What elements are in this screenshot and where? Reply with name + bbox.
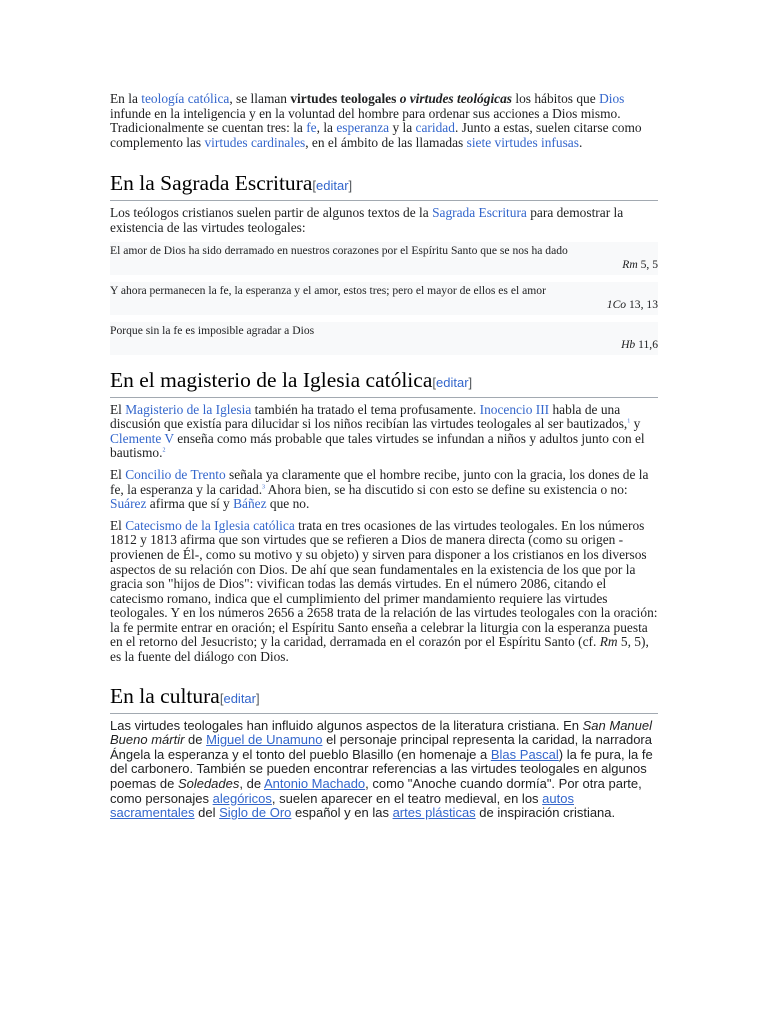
intro-paragraph — [110, 92, 658, 150]
citation-ref: 13, 13 — [626, 297, 658, 311]
text: y — [630, 416, 641, 432]
link-blas-pascal[interactable]: Blas Pascal — [490, 746, 559, 762]
link-dios[interactable]: Dios — [599, 91, 625, 106]
citation-book: Hb — [621, 337, 636, 351]
text: enseña como más probable que tales virtudes se infundan a niños y adultos junto con el bautismo. — [110, 430, 645, 461]
quote-text: Porque sin la fe es imposible agradar a Dios — [110, 323, 315, 337]
text: El — [110, 401, 126, 417]
link-sagrada-escritura[interactable]: Sagrada Escritura — [432, 205, 527, 221]
text: de — [184, 732, 207, 748]
text: también ha tratado el tema profusamente. — [251, 401, 480, 417]
text: el personaje principal representa la caridad, la narradora Ángela la esperanza y el tonto del pueblo Blasillo (en homenaje a — [110, 732, 652, 762]
text: Las virtudes teologales han influido algunos aspectos de la literatura cristiana. En — [110, 717, 583, 733]
reference-link[interactable]: 2 — [162, 447, 166, 454]
text: , suelen aparecer en el teatro medieval, en los — [271, 790, 543, 806]
text: trata en tres ocasiones de las virtudes teologales. En los números 1812 y 1813 afirma que son virtudes que se refieren a Dios de manera directa (como su origen -provienen de Él-, como su motivo y su objeto) y sirven para disponer a los cristianos en los diversos aspectos de su relación con Dios. De ahí que sean fundamentales en la existencia de los que por la gracia son "hijos de Dios": vivifican todas las demás virtudes. En el número 2086, citando el catecismo romano, indica que el cumplimiento del primer mandamiento requiere las virtudes teologales. Y en los números 2656 a 2658 trata de la relación de las virtudes teologales con la oración: la fe permite entrar en oración; el Espíritu Santo enseña a celebrar la liturgia con la esperanza puesta en el retorno del Jesucristo; y la caridad, derramada en el corazón por el Espíritu Santo (cf. — [110, 517, 658, 650]
link-artes-plasticas[interactable]: artes plásticas — [392, 805, 476, 821]
link-catecismo[interactable]: Catecismo de la Iglesia católica — [125, 517, 295, 533]
text: Ahora bien, se ha discutido si con esto se define su existencia o no: — [265, 481, 628, 497]
text: señala ya claramente que el hombre recibe, junto con la gracia, los dones de la fe, la esperanza y la caridad. — [110, 466, 649, 497]
text: . Junto a estas, suelen citarse como complemento las — [110, 120, 642, 150]
quote-citation — [110, 338, 658, 352]
link-inocencio-iii[interactable]: Inocencio III — [479, 401, 550, 417]
italic-citation: Rm — [599, 634, 618, 650]
link-virtudes-cardinales[interactable]: virtudes cardinales — [204, 134, 306, 150]
heading-magisterio — [110, 367, 658, 398]
heading-text: En la Sagrada Escritura — [110, 171, 313, 196]
article-body — [110, 92, 658, 821]
heading-text: En el magisterio de la Iglesia católica — [110, 367, 433, 392]
link-unamuno[interactable]: Miguel de Unamuno — [206, 732, 323, 748]
bible-quote — [110, 282, 658, 315]
quote-citation — [110, 298, 658, 312]
heading-sagrada-escritura — [110, 170, 658, 201]
text: ) la fe pura, la fe del carbonero. También se pueden encontrar referencias a las virtudes teologales en algunos poemas de — [110, 746, 653, 792]
citation-ref: 5, 5 — [637, 257, 658, 271]
magisterio-paragraph-3 — [110, 519, 658, 665]
link-clemente-v[interactable]: Clemente V — [110, 430, 174, 446]
text: , la — [316, 120, 337, 136]
link-magisterio[interactable]: Magisterio de la Iglesia — [125, 401, 252, 417]
heading-cultura — [110, 683, 658, 714]
reference-marker — [162, 448, 165, 454]
bold-term: virtudes teologales — [290, 91, 397, 106]
text: El — [110, 517, 126, 533]
link-autos-sacramentales[interactable]: autos sacramentales — [110, 790, 574, 821]
magisterio-paragraph-1 — [110, 403, 658, 461]
reference-link[interactable]: 1 — [627, 418, 631, 425]
text: 5, 5), es la fuente del diálogo con Dios. — [110, 634, 649, 665]
text: y la — [389, 120, 416, 136]
quote-list — [110, 242, 658, 355]
text: español y en las — [291, 805, 393, 821]
bold-italic-term: o virtudes teológicas — [396, 91, 513, 106]
text: afirma que sí y — [146, 496, 234, 512]
citation-book: Rm — [622, 257, 638, 271]
text: , en el ámbito de las llamadas — [305, 134, 467, 150]
cultura-paragraph — [110, 719, 658, 821]
link-fe[interactable]: fe — [306, 120, 317, 136]
edit-link[interactable]: editar — [223, 690, 256, 706]
link-antonio-machado[interactable]: Antonio Machado — [263, 776, 366, 792]
quote-text: El amor de Dios ha sido derramado en nuestros corazones por el Espíritu Santo que se nos ha dado — [110, 243, 568, 257]
link-banez[interactable]: Báñez — [233, 496, 267, 512]
magisterio-paragraph-2 — [110, 468, 658, 512]
link-esperanza[interactable]: esperanza — [336, 120, 390, 136]
link-alegoricos[interactable]: alegóricos — [212, 790, 272, 806]
quote-citation — [110, 258, 658, 272]
text: , de — [239, 776, 264, 792]
link-suarez[interactable]: Suárez — [110, 496, 147, 512]
text: de inspiración cristiana. — [475, 805, 616, 821]
text: que no. — [266, 496, 310, 512]
text: . — [578, 134, 583, 150]
reference-link[interactable]: 3 — [262, 484, 266, 491]
text: Los teólogos cristianos suelen partir de algunos textos de la — [110, 205, 433, 221]
text: para demostrar la existencia de las virtudes teologales: — [110, 205, 624, 235]
edit-link[interactable]: editar — [436, 374, 469, 390]
edit-section: [editar] — [312, 178, 353, 194]
italic-title: Soledades — [177, 776, 240, 792]
text: habla de una discusión que existía para dilucidar si los niños recibían las virtudes teologales al ser bautizados, — [110, 401, 628, 432]
text: infunde en la inteligencia y en la voluntad del hombre para ordenar sus acciones a Dios mismo. Tradicionalmente se cuentan tres: la — [110, 105, 621, 136]
edit-section: [editar] — [219, 690, 260, 706]
bible-quote — [110, 322, 658, 355]
citation-book: 1Co — [606, 297, 627, 311]
link-caridad[interactable]: caridad — [415, 120, 455, 136]
citation-ref: 11,6 — [635, 337, 658, 351]
link-concilio-trento[interactable]: Concilio de Trento — [125, 466, 226, 482]
quote-text: Y ahora permanecen la fe, la esperanza y el amor, estos tres; pero el mayor de ellos es el amor — [110, 283, 546, 297]
bible-quote — [110, 242, 658, 275]
text: del — [194, 805, 220, 821]
italic-title: San Manuel Bueno mártir — [110, 717, 653, 748]
text: El — [110, 466, 126, 482]
text: , se llaman — [229, 91, 291, 106]
escritura-paragraph — [110, 206, 658, 235]
link-siglo-de-oro[interactable]: Siglo de Oro — [219, 805, 292, 821]
edit-link[interactable]: editar — [316, 178, 349, 194]
edit-section: [editar] — [432, 374, 473, 390]
text: En la — [110, 91, 142, 106]
text: los hábitos que — [512, 91, 600, 106]
link-teologia-catolica[interactable]: teología católica — [141, 91, 230, 106]
heading-text: En la cultura — [110, 683, 220, 708]
link-siete-virtudes-infusas[interactable]: siete virtudes infusas — [466, 134, 579, 150]
text: , como "Anoche cuando dormía". Por otra parte, como personajes — [110, 776, 642, 806]
